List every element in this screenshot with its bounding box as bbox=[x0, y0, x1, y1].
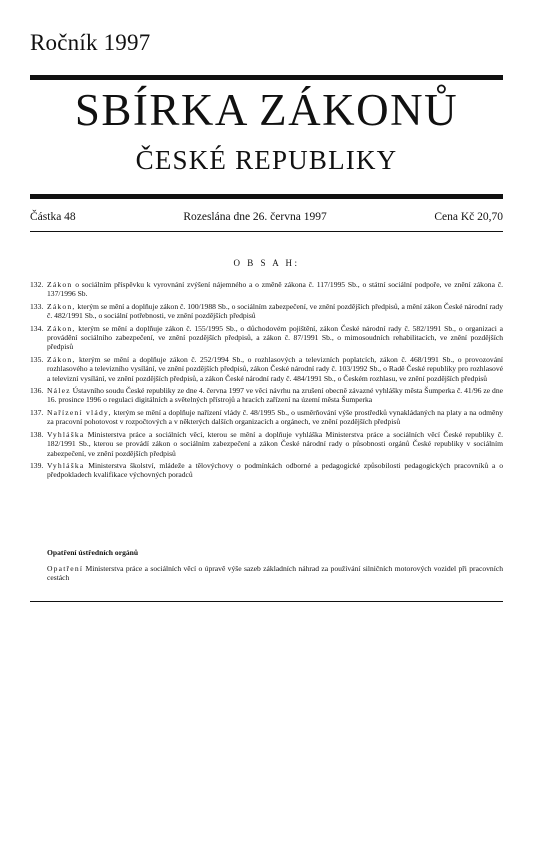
contents-item bbox=[30, 430, 503, 458]
contents-item bbox=[30, 386, 503, 405]
issue-date: Rozeslána dne 26. června 1997 bbox=[183, 211, 327, 223]
item-lead: Zákon, bbox=[47, 354, 76, 364]
item-body: Ústavního soudu České republiky ze dne 4. června 1997 ve věci návrhu na zrušení obecně závazné vyhlášky města Šumperka č. 41/96 ze dne 16. prosince 1996 o regulaci digitálních a světelných přístrojů a hracích zařízení na území města Šumperka bbox=[47, 386, 503, 405]
item-body: Ministerstva práce a sociálních věcí, kterou se mění a doplňuje vyhláška Ministerstva práce a sociálních věcí České republiky č. 182/1991 Sb., kterou se provádí zákon o sociálním zabezpečení a zákon České národní rady o působnosti orgánů České republiky v sociálním zabezpečení, ve znění pozdějších předpisů bbox=[47, 429, 503, 458]
central-item-body: Ministerstva práce a sociálních věcí o úpravě výše sazeb základních náhrad za používání silničních motorových vozidel při pracovních cestách bbox=[47, 564, 503, 583]
item-number: 132. bbox=[30, 280, 44, 289]
issue-number: Částka 48 bbox=[30, 211, 76, 223]
contents-item bbox=[30, 324, 503, 352]
item-body: kterým se mění a doplňuje nařízení vlády č. 48/1995 Sb., o usměrňování výše prostředků vynakládaných na platy a na odměny za pracovní pohotovost v rozpočtových a v některých dalších organizacích a orgánech, ve znění pozdějších předpisů bbox=[47, 407, 503, 427]
year-label: Ročník 1997 bbox=[30, 30, 151, 55]
page-subtitle: ČESKÉ REPUBLIKY bbox=[135, 145, 398, 175]
item-text bbox=[47, 355, 503, 383]
item-text bbox=[47, 408, 503, 427]
issue-info-row bbox=[30, 211, 503, 223]
item-body: Ministerstva školství, mládeže a tělovýchovy o podmínkách odborné a pedagogické způsobilosti pedagogických pracovníků a o předpokladech kvalifikace výchovných poradců bbox=[47, 460, 503, 480]
item-lead: Vyhláška bbox=[47, 429, 85, 439]
contents-heading: O B S A H: bbox=[233, 258, 300, 268]
item-number: 136. bbox=[30, 386, 44, 396]
item-number: 138. bbox=[30, 429, 44, 439]
item-text bbox=[47, 386, 503, 405]
item-body: kterým se mění a doplňuje zákon č. 155/1995 Sb., o důchodovém pojištění, zákon České národní rady č. 582/1991 Sb., o organizaci a provádění sociálního zabezpečení, ve znění pozdějších předpisů, a zákon č. 87/1991 Sb., o mimosoudních rehabilitacích, ve znění pozdějších předpisů bbox=[47, 323, 503, 352]
contents-item bbox=[30, 280, 503, 299]
central-organs-item bbox=[47, 564, 503, 583]
central-item-lead: Opatření bbox=[47, 564, 84, 573]
header-rule-bottom bbox=[30, 194, 503, 199]
item-lead: Nález bbox=[47, 386, 71, 396]
item-number: 137. bbox=[30, 407, 44, 417]
contents-bottom-rule bbox=[30, 601, 503, 602]
item-body: o sociálním příspěvku k vyrovnání zvýšení nájemného a o změně zákona č. 117/1995 Sb., o státní sociální podpoře, ve znění zákona č. 137/1996 Sb. bbox=[47, 280, 503, 299]
contents-item bbox=[30, 302, 503, 321]
header-rule-top bbox=[30, 75, 503, 80]
contents-list bbox=[30, 280, 503, 483]
contents-item bbox=[30, 461, 503, 480]
item-lead: Zákon bbox=[47, 280, 73, 289]
item-text bbox=[47, 461, 503, 480]
item-text bbox=[47, 280, 503, 299]
contents-item bbox=[30, 408, 503, 427]
item-lead: Vyhláška bbox=[47, 460, 85, 470]
issue-price: Cena Kč 20,70 bbox=[434, 211, 503, 223]
item-number: 135. bbox=[30, 354, 44, 364]
item-lead: Nařízení vlády, bbox=[47, 407, 112, 417]
item-text bbox=[47, 324, 503, 352]
item-text bbox=[47, 430, 503, 458]
item-body: kterým se mění a doplňuje zákon č. 252/1994 Sb., o rozhlasových a televizních poplatcích, zákon č. 468/1991 Sb., o provozování rozhlasového a televizního vysílání, ve znění pozdějších předpisů, zákon České národní rady č. 103/1992 Sb., o Radě České republiky pro rozhlasové a televizní vysílání, ve znění pozdějších předpisů, a zákon České národní rady č. 484/1991 Sb., o Českém rozhlasu, ve znění pozdějších předpisů bbox=[47, 354, 503, 383]
item-lead: Zákon, bbox=[47, 323, 76, 333]
item-text bbox=[47, 302, 503, 321]
item-number: 139. bbox=[30, 460, 44, 470]
contents-item bbox=[30, 355, 503, 383]
central-organs-heading: Opatření ústředních orgánů bbox=[47, 548, 139, 557]
page-title: SBÍRKA ZÁKONŮ bbox=[74, 85, 459, 135]
item-number: 134. bbox=[30, 323, 44, 333]
item-number: 133. bbox=[30, 301, 44, 311]
item-body: kterým se mění a doplňuje zákon č. 100/1988 Sb., o sociálním zabezpečení, ve znění pozdějších předpisů, a mění zákon České národní rady č. 482/1991 Sb., o sociální potřebnosti, ve znění pozdějších předpisů bbox=[47, 301, 503, 321]
meta-divider bbox=[30, 231, 503, 232]
item-lead: Zákon, bbox=[47, 301, 76, 311]
